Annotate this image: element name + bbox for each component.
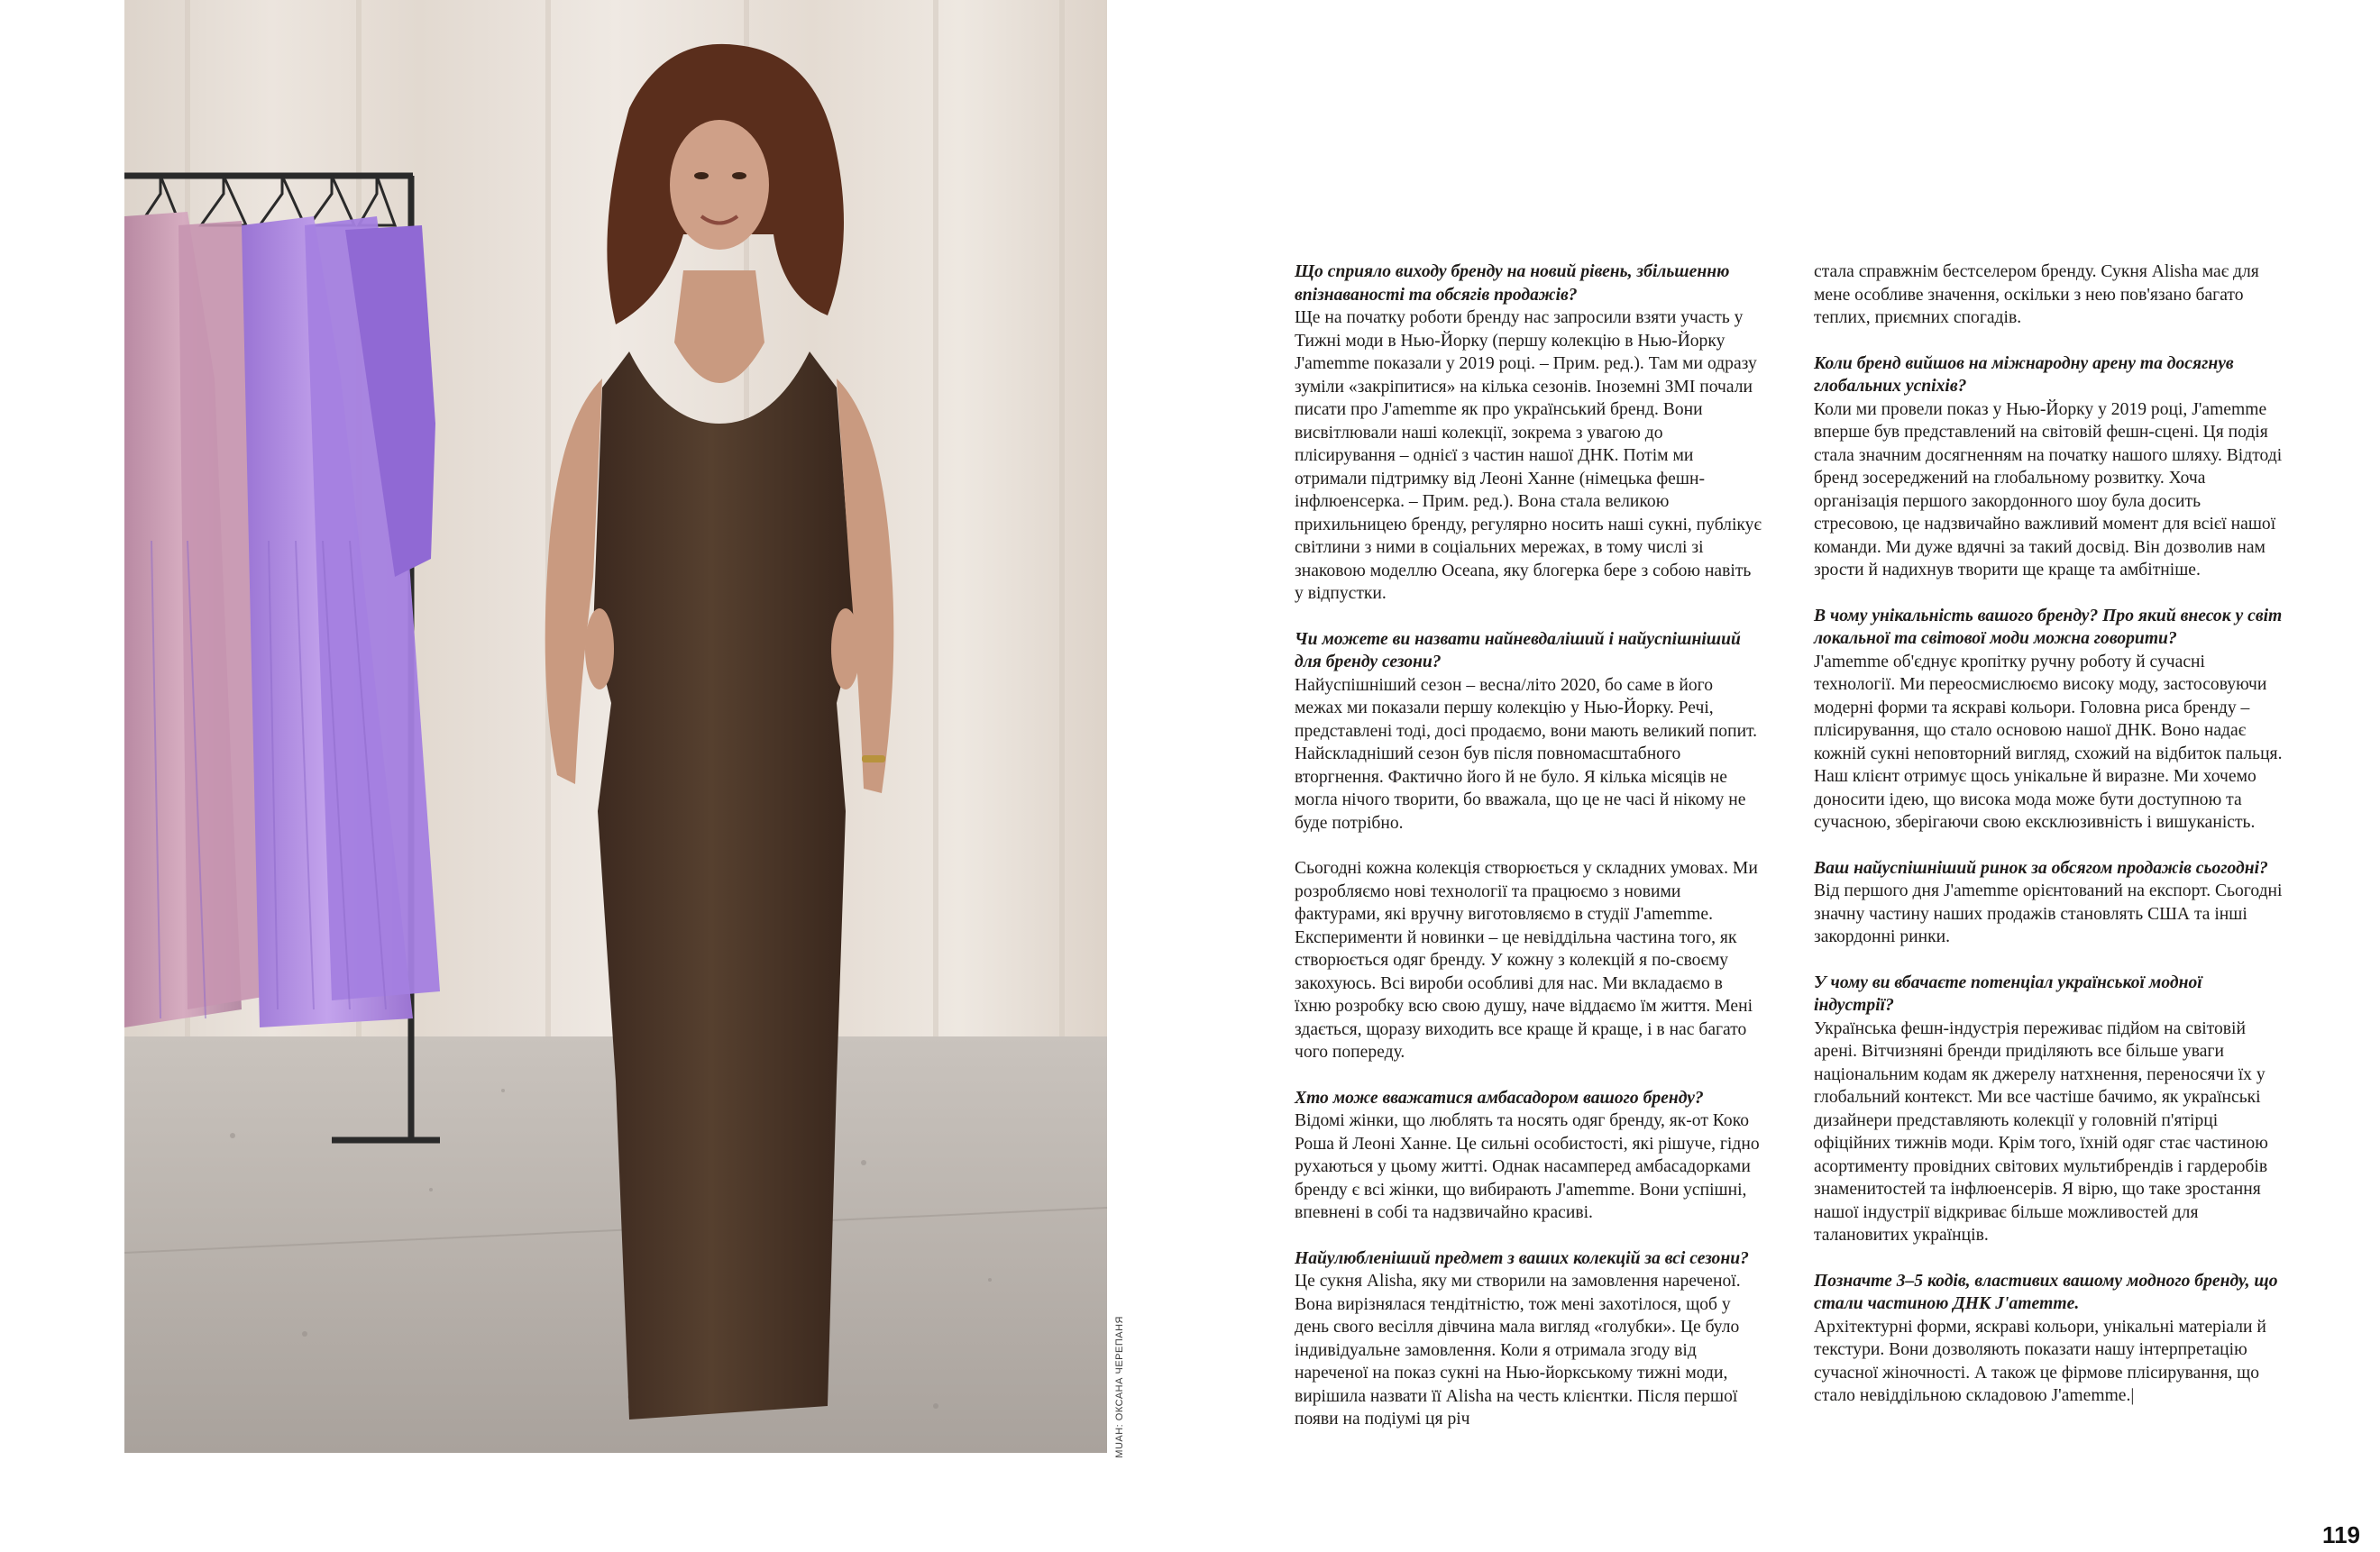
answer: Коли ми провели показ у Нью-Йорку у 2019 році, J'amemme вперше був представлений на світовій фешн-сцені. Ця подія стала значним досягненням на початку нашого шляху. Відтоді бренд зосереджений на глобальному розвитку. Хоча організація першого закордонного шоу була досить стресовою, це надзвичайно важливий момент для всієї нашої команди. Ми дуже вдячні за такий досвід. Він дозволив нам зрости й надихнув творити ще краще та амбітніше. <box>1814 399 2283 580</box>
question: Найулюбленіший предмет з ваших колекцій за всі сезони? <box>1295 1248 1749 1268</box>
article-column-2 <box>1814 260 2283 1430</box>
photo-page <box>0 0 1125 1552</box>
answer: J'amemme об'єднує кропітку ручну роботу й сучасні технології. Ми переосмислюємо високу моду, застосовуючи модерні форми та яскраві кольори. Головна риса бренду – плісирування, що стало основою нашої ДНК. Воно надає кожній сукні неповторний вигляд, схожий на відбиток пальця. Наш клієнт отримує щось унікальне й виразне. Ми хочемо доносити ідею, що висока мода може бути доступною та сучасною, зберігаючи свою ексклюзивність і вишуканість. <box>1814 652 2283 832</box>
question: Ваш найуспішніший ринок за обсягом продажів сьогодні? <box>1814 858 2268 878</box>
portrait-illustration <box>124 0 1107 1453</box>
answer: Ще на початку роботи бренду нас запросили взяти участь у Тижні моди в Нью-Йорку (першу колекцію в Нью-Йорку J'amemme показали у 2019 році. – Прим. ред.). Там ми одразу зуміли «закріпитися» на кілька сезонів. Іноземні ЗМІ почали писати про J'amemme як про український бренд. Вони висвітлювали наші колекції, зокрема з увагою до плісирування – однієї з частин нашої ДНК. Потім ми отримали підтримку від Леоні Ханне (німецька фешн-інфлюенсерка. – Прим. ред.). Вона стала великою прихильницею бренду, регулярно носить наші сукні, публікує світлини з ними в соціальних мережах, в тому числі зі знаковою моделлю Oceana, яку блогерка бере з собою навіть у відпустки. <box>1295 308 1762 603</box>
answer: Найуспішніший сезон – весна/літо 2020, бо саме в його межах ми показали першу колекцію у Нью-Йорку. Речі, представлені тоді, досі продаємо, вони мають великий попит. Найскладніший сезон був після повномасштабного вторгнення. Фактично його й не було. Я кілька місяців не могла нічого творити, бо вважала, що це не часі й нікому не буде потрібно. <box>1295 675 1758 833</box>
article-column-1 <box>1295 260 1763 1454</box>
question: Чи можете ви назвати найневдаліший і найуспішніший для бренду сезони? <box>1295 629 1741 671</box>
qa-block <box>1814 857 2283 949</box>
qa-block <box>1814 1270 2283 1408</box>
qa-block <box>1814 605 2283 835</box>
answer: Українська фешн-індустрія переживає підйом на світовій арені. Вітчизняні бренди приділяють все більше уваги національним кодам як джерелу натхнення, переносячи їх у глобальний контекст. Ми все частіше бачимо, як українські дизайнери представляють колекції у головній п'ятірці офіційних тижнів моди. Крім того, їхній одяг стає частиною асортименту провідних світових мультибрендів і гардеробів знаменитостей та інфлюенсерів. Я вірю, що таке зростання нашої індустрії відкриває більше можливостей для талановитих українців. <box>1814 1018 2268 1245</box>
question: Коли бренд вийшов на міжнародну арену та досягнув глобальних успіхів? <box>1814 353 2234 396</box>
answer-continued: Сьогодні кожна колекція створюється у складних умовах. Ми розробляємо нові технології та працюємо з новими фактурами, які вручну виготовляємо в студії J'amemme. Експерименти й новинки – це невіддільна частина того, як створюється одяг бренду. У кожну з колекцій я по-своєму закохуюсь. Всі вироби особливі для нас. Ми вкладаємо в їхню розробку всю свою душу, наче віддаємо їм життя. Мені здається, щоразу виходить все краще й краще, і в нас багато чого попереду. <box>1295 859 1758 1062</box>
question: В чому унікальність вашого бренду? Про який внесок у світ локальної та світової моди можна говорити? <box>1814 606 2283 648</box>
qa-block <box>1814 352 2283 582</box>
qa-block <box>1295 628 1763 1064</box>
photo-credit: МUАН: ОКСАНА ЧЕРЕПАНЯ <box>1114 1316 1125 1458</box>
page-number: 119 <box>2322 1521 2360 1548</box>
answer-continued: стала справжнім бестселером бренду. Сукня Alisha має для мене особливе значення, оскільки з нею пов'язано багато теплих, приємних спогадів. <box>1814 262 2259 327</box>
qa-block <box>1295 260 1763 606</box>
answer: Це сукня Alisha, яку ми створили на замовлення нареченої. Вона вирізнялася тендітністю, тож мені захотілося, щоб у день свого весілля дівчина мала вигляд «голубки». Це було індивідуальне замовлення. Коли я отримала згоду від нареченої на показ сукні на Нью-йоркському тижні моди, вирішила назвати її Alisha на честь клієнтки. Після першої появи на подіумі ця річ <box>1295 1272 1741 1429</box>
qa-block <box>1814 972 2283 1247</box>
question: Позначте 3–5 кодів, властивих вашому модного бренду, що стали частиною ДНК J'amemme. <box>1814 1271 2278 1313</box>
portrait-photo <box>124 0 1107 1453</box>
qa-block <box>1295 1087 1763 1225</box>
answer: Відомі жінки, що люблять та носять одяг бренду, як-от Коко Роша й Леоні Ханне. Це сильні особистості, які рішуче, гідно рухаються у цьому житті. Однак насамперед амбасадорками бренду є всі жінки, що вибирають J'amemme. Вони успішні, впевнені в собі та надзвичайно красиві. <box>1295 1111 1760 1222</box>
qa-block <box>1814 260 2283 330</box>
answer: Архітектурні форми, яскраві кольори, унікальні матеріали й текстури. Вони дозволяють показати нашу інтерпретацію сучасної жіночності. А також це фірмове плісирування, що стало невіддільною складовою J'amemme.| <box>1814 1317 2266 1405</box>
answer: Від першого дня J'amemme орієнтований на експорт. Сьогодні значну частину наших продажів становлять США та інші закордонні ринки. <box>1814 881 2283 946</box>
question: У чому ви вбачаєте потенціал української модної індустрії? <box>1814 972 2202 1015</box>
question: Що сприяло виходу бренду на новий рівень, збільшенню впізнаваності та обсягів продажів? <box>1295 262 1730 305</box>
question: Хто може вважатися амбасадором вашого бренду? <box>1295 1088 1704 1108</box>
qa-block <box>1295 1247 1763 1431</box>
